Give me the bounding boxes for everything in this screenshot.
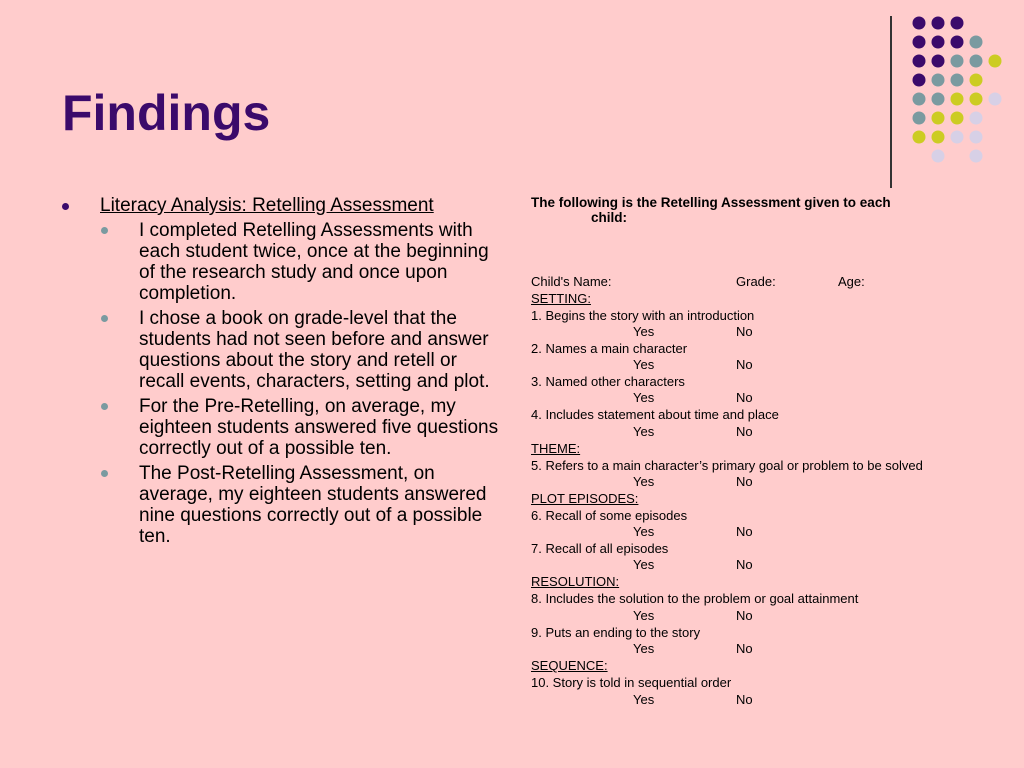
dot: [951, 112, 964, 125]
yes-no-row: [531, 692, 1001, 708]
question-1: 1. Begins the story with an introduction: [531, 308, 755, 323]
yes-option: Yes: [633, 557, 655, 572]
section-setting: SETTING:: [531, 291, 591, 306]
yes-no-row: [531, 641, 1001, 657]
dot: [970, 112, 983, 125]
bullet-icon: [101, 403, 108, 410]
decorative-dot-grid: [0, 0, 1024, 180]
yes-no-row: [531, 474, 1001, 490]
dot: [932, 74, 945, 87]
no-option: No: [736, 608, 753, 623]
yes-no-row: [531, 324, 1001, 340]
bullet-icon: [62, 203, 69, 210]
sub-bullet: The Post-Retelling Assessment, on average, my eighteen students answered nine questions correctly out of a possible ten.: [60, 463, 500, 547]
yes-option: Yes: [633, 641, 655, 656]
yes-option: Yes: [633, 608, 655, 623]
yes-option: Yes: [633, 424, 655, 439]
yes-option: Yes: [633, 390, 655, 405]
main-bullet-heading: Literacy Analysis: Retelling Assessment: [100, 195, 434, 216]
sub-bullet: I completed Retelling Assessments with each student twice, once at the beginning of the research study and once upon completion.: [60, 220, 500, 304]
dot: [913, 74, 926, 87]
no-option: No: [736, 692, 753, 707]
findings-list: [60, 195, 500, 551]
dot: [932, 112, 945, 125]
bullet-icon: [101, 227, 108, 234]
dot: [932, 17, 945, 30]
dot: [913, 131, 926, 144]
bullet-icon: [101, 315, 108, 322]
question-9: 9. Puts an ending to the story: [531, 625, 701, 640]
main-bullet: [60, 195, 500, 216]
section-sequence: SEQUENCE:: [531, 658, 608, 673]
no-option: No: [736, 324, 753, 339]
no-option: No: [736, 524, 753, 539]
yes-option: Yes: [633, 324, 655, 339]
dot: [989, 93, 1002, 106]
dot: [970, 55, 983, 68]
yes-no-row: [531, 608, 1001, 624]
section-resolution: RESOLUTION:: [531, 574, 620, 589]
no-option: No: [736, 390, 753, 405]
form-header-fields: [531, 273, 1001, 290]
dot: [951, 17, 964, 30]
section-theme: THEME:: [531, 441, 581, 456]
dot: [913, 17, 926, 30]
no-option: No: [736, 424, 753, 439]
grade-label: Grade:: [736, 274, 776, 289]
dot: [951, 36, 964, 49]
yes-option: Yes: [633, 692, 655, 707]
dot: [932, 131, 945, 144]
dot: [970, 131, 983, 144]
age-label: Age:: [838, 274, 865, 289]
yes-option: Yes: [633, 474, 655, 489]
no-option: No: [736, 474, 753, 489]
question-7: 7. Recall of all episodes: [531, 541, 669, 556]
bullet-icon: [101, 470, 108, 477]
dot: [951, 74, 964, 87]
dot: [951, 55, 964, 68]
dot: [951, 131, 964, 144]
dot: [932, 150, 945, 163]
no-option: No: [736, 357, 753, 372]
dot: [970, 36, 983, 49]
yes-no-row: [531, 357, 1001, 373]
question-4: 4. Includes statement about time and place: [531, 407, 779, 422]
sub-bullet: I chose a book on grade-level that the students had not seen before and answer questions about the story and retell or recall events, characters, setting and plot.: [60, 308, 500, 392]
child-name-label: Child's Name:: [531, 274, 612, 289]
retelling-assessment-form: [531, 195, 1001, 708]
dot: [913, 93, 926, 106]
dot: [913, 55, 926, 68]
dot: [989, 55, 1002, 68]
dot: [932, 36, 945, 49]
question-6: 6. Recall of some episodes: [531, 508, 688, 523]
section-plot-episodes: PLOT EPISODES:: [531, 491, 639, 506]
yes-no-row: [531, 390, 1001, 406]
yes-option: Yes: [633, 357, 655, 372]
yes-option: Yes: [633, 524, 655, 539]
form-intro: The following is the Retelling Assessment given to each child:: [531, 195, 891, 225]
sub-bullet-list: [60, 220, 500, 547]
no-option: No: [736, 641, 753, 656]
dot: [913, 112, 926, 125]
dot: [970, 93, 983, 106]
vertical-divider: [890, 16, 892, 188]
dot: [913, 36, 926, 49]
sub-bullet: For the Pre-Retelling, on average, my eighteen students answered five questions correctly out of a possible ten.: [60, 396, 500, 459]
dot: [932, 55, 945, 68]
dot: [932, 93, 945, 106]
question-10: 10. Story is told in sequential order: [531, 675, 732, 690]
yes-no-row: [531, 524, 1001, 540]
no-option: No: [736, 557, 753, 572]
question-8: 8. Includes the solution to the problem or goal attainment: [531, 591, 859, 606]
question-5: 5. Refers to a main character’s primary goal or problem to be solved: [531, 458, 923, 473]
dot: [951, 93, 964, 106]
slide-title: Findings: [62, 85, 271, 141]
dot: [970, 74, 983, 87]
yes-no-row: [531, 557, 1001, 573]
question-2: 2. Names a main character: [531, 341, 688, 356]
yes-no-row: [531, 424, 1001, 440]
dot: [970, 150, 983, 163]
question-3: 3. Named other characters: [531, 374, 685, 389]
